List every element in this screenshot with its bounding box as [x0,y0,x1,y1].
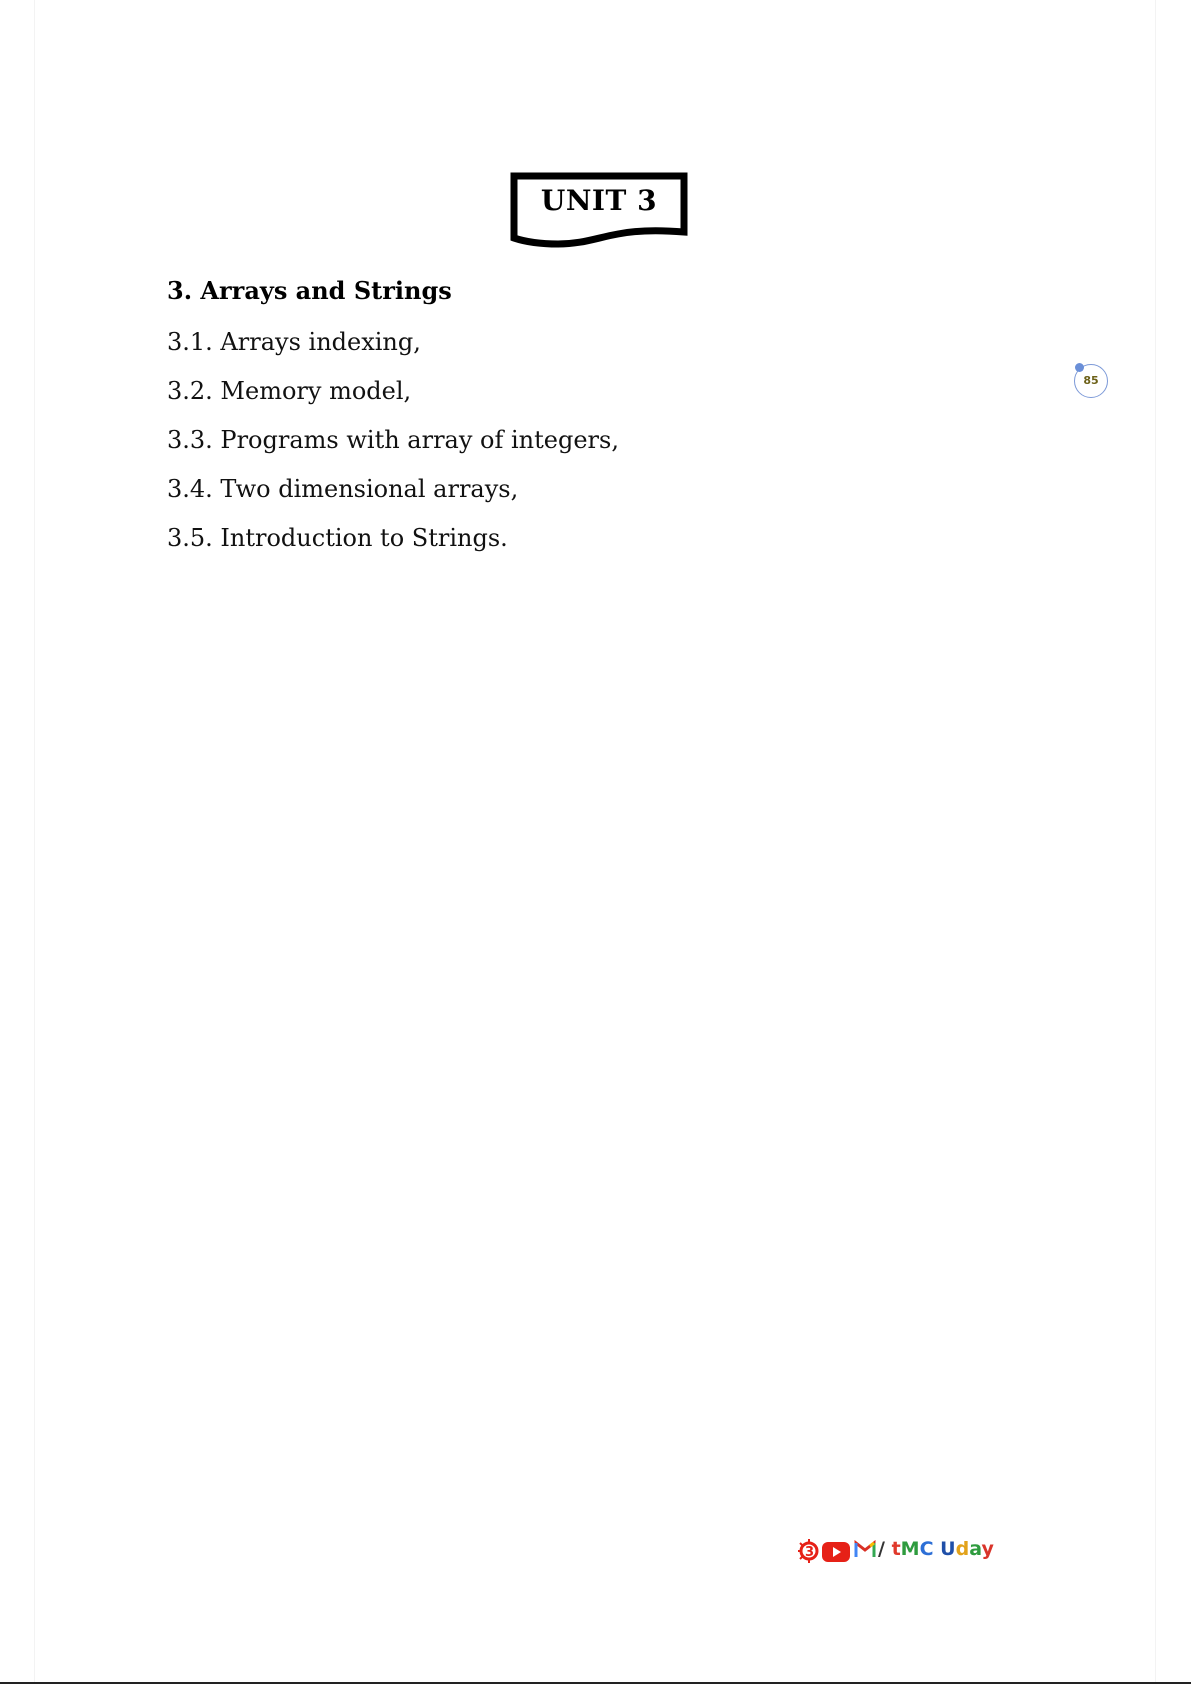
topic-item: 3.2. Memory model, [167,377,412,405]
unit-banner [510,172,688,248]
topic-item: 3.3. Programs with array of integers, [167,426,619,454]
bottom-rule [0,1682,1191,1684]
svg-text:3: 3 [805,1545,815,1560]
youtube-icon [822,1542,850,1562]
unit-title: UNIT 3 [540,184,658,217]
topic-item: 3.4. Two dimensional arrays, [167,475,519,503]
topic-list [167,322,619,567]
page-frame [34,0,1156,1684]
topic-item: 3.5. Introduction to Strings. [167,524,508,552]
topic-item: 3.1. Arrays indexing, [167,328,421,356]
page-number: 85 [1074,364,1108,398]
page-number-dot-icon [1075,363,1084,372]
gear-logo-icon [796,1536,820,1566]
gmail-icon [854,1540,876,1558]
watermark [796,1534,1016,1568]
chapter-heading: 3. Arrays and Strings [167,276,452,305]
watermark-text: / tMC Uday [878,1538,994,1560]
